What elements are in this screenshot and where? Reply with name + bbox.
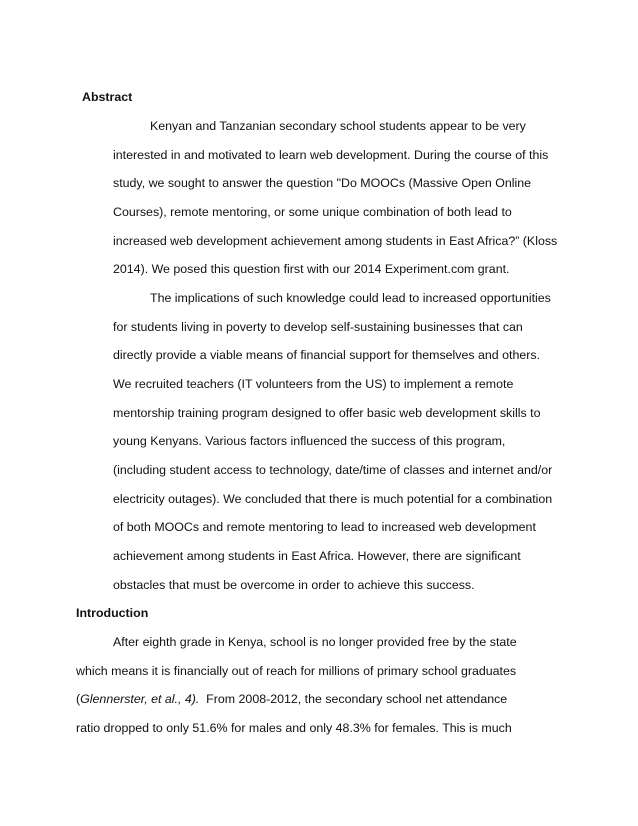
abstract-line: Courses), remote mentoring, or some unique combination of both lead to xyxy=(113,205,512,219)
introduction-line xyxy=(76,691,507,707)
introduction-line: After eighth grade in Kenya, school is no longer provided free by the state xyxy=(113,635,517,649)
abstract-line: The implications of such knowledge could lead to increased opportunities xyxy=(150,291,551,305)
abstract-line: for students living in poverty to develop self-sustaining businesses that can xyxy=(113,320,523,334)
introduction-heading: Introduction xyxy=(76,606,149,620)
abstract-line: young Kenyans. Various factors influenced the success of this program, xyxy=(113,434,506,448)
line-rest: From 2008-2012, the secondary school net attendance xyxy=(199,692,508,706)
paren-open: ( xyxy=(76,692,81,706)
abstract-line: We recruited teachers (IT volunteers from the US) to implement a remote xyxy=(113,377,514,391)
abstract-heading: Abstract xyxy=(82,90,133,104)
abstract-line: Kenyan and Tanzanian secondary school students appear to be very xyxy=(150,119,526,133)
citation: Glennerster, et al., 4). xyxy=(80,692,200,706)
abstract-line: achievement among students in East Africa. However, there are significant xyxy=(113,549,521,563)
abstract-line: electricity outages). We concluded that there is much potential for a combination xyxy=(113,492,553,506)
abstract-line: directly provide a viable means of financial support for themselves and others. xyxy=(113,348,541,362)
abstract-line: mentorship training program designed to offer basic web development skills to xyxy=(113,406,541,420)
abstract-line: obstacles that must be overcome in order to achieve this success. xyxy=(113,578,475,592)
abstract-line: interested in and motivated to learn web development. During the course of this xyxy=(113,148,549,162)
abstract-line: (including student access to technology, date/time of classes and internet and/or xyxy=(113,463,553,477)
abstract-line: study, we sought to answer the question "Do MOOCs (Massive Open Online xyxy=(113,176,532,190)
introduction-line: which means it is financially out of reach for millions of primary school graduates xyxy=(76,664,517,678)
abstract-line: of both MOOCs and remote mentoring to lead to increased web development xyxy=(113,520,536,534)
abstract-line: 2014). We posed this question first with our 2014 Experiment.com grant. xyxy=(113,262,510,276)
abstract-line: increased web development achievement among students in East Africa?” (Kloss xyxy=(113,234,558,248)
introduction-line: ratio dropped to only 51.6% for males and only 48.3% for females. This is much xyxy=(76,721,512,735)
